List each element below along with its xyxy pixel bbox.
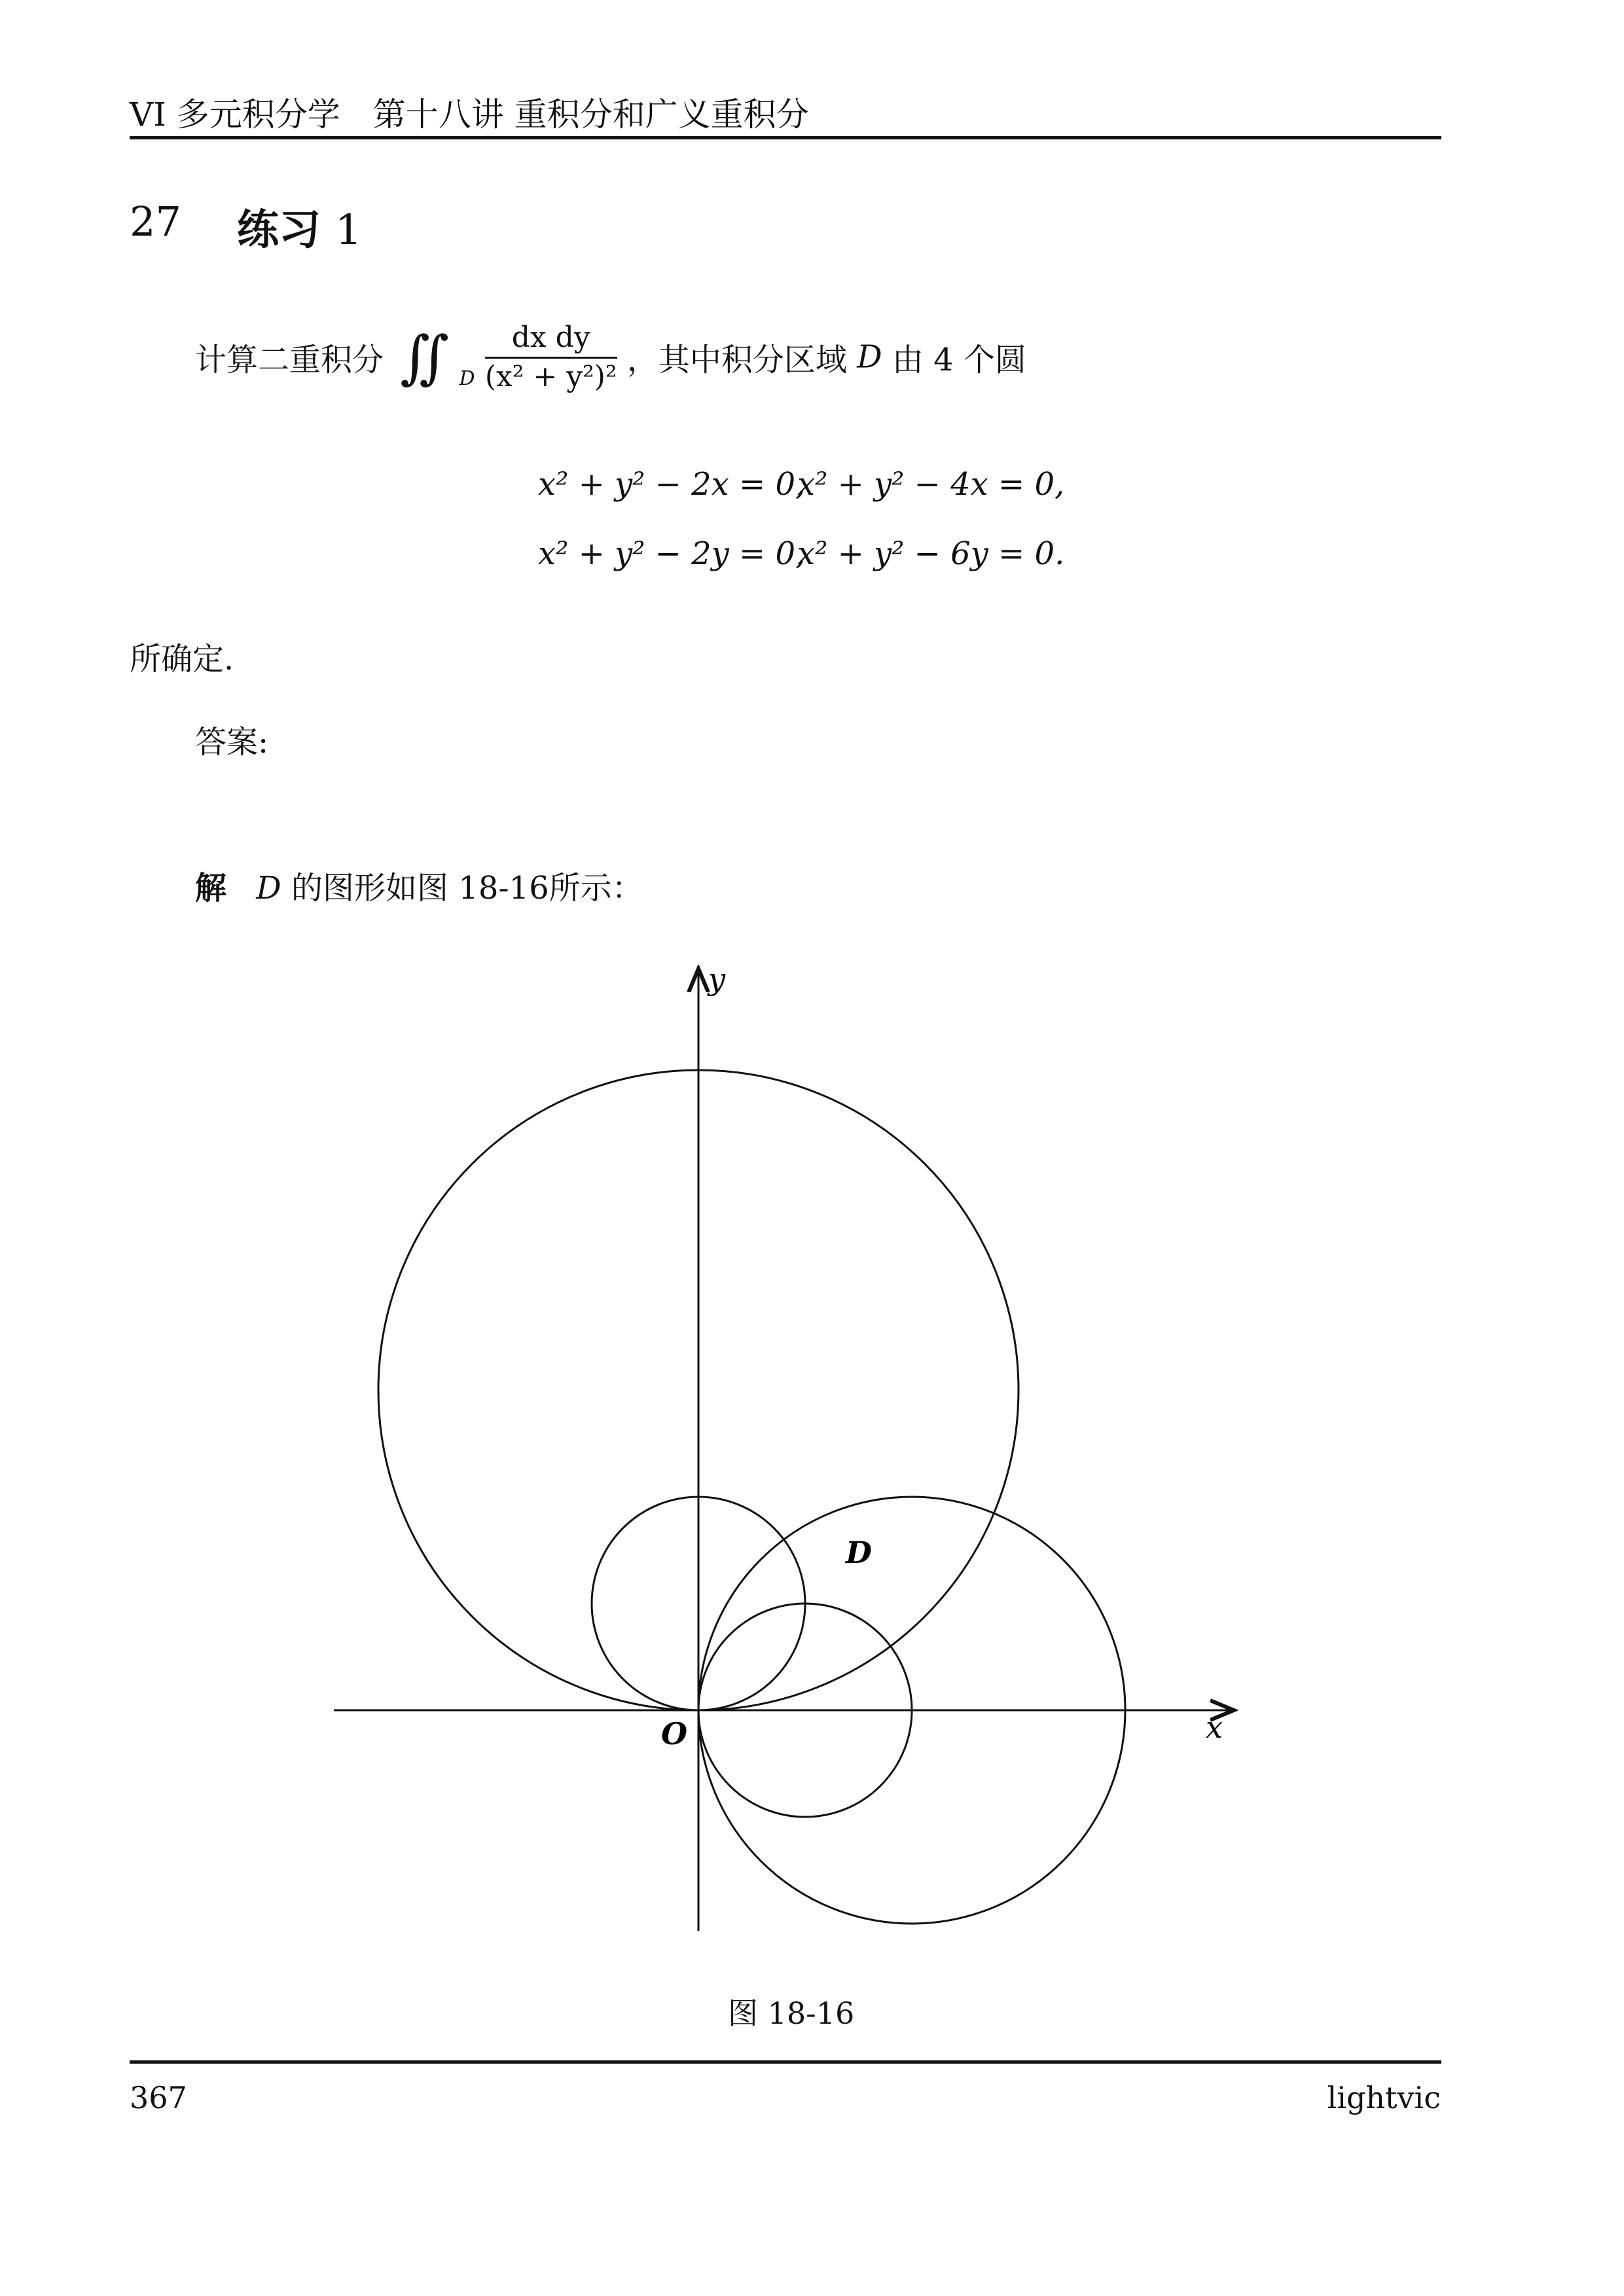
domain-symbol: D	[857, 338, 882, 376]
problem-after: ，其中积分区域	[626, 342, 847, 378]
solution-text: 的图形如图 18-16所示：	[291, 870, 643, 906]
section-title-number: 1	[335, 206, 362, 255]
footer-author: lightvic	[1327, 2080, 1441, 2115]
equation-circle-4: x² + y² − 6y = 0.	[797, 535, 1065, 572]
region-label: D	[846, 1535, 872, 1570]
footer-rule	[130, 2060, 1441, 2064]
page-number: 367	[130, 2080, 187, 2115]
x-axis-label: x	[1206, 1710, 1223, 1745]
equation-circle-3: x² + y² − 2y = 0,	[538, 535, 806, 572]
problem-closing: 所确定.	[130, 641, 234, 677]
answer-label: 答案:	[195, 724, 269, 761]
section-number: 27	[130, 198, 181, 245]
section-title-text: 练习	[237, 206, 321, 255]
integral-domain: D	[459, 367, 475, 390]
solution-domain: D	[256, 870, 281, 906]
problem-intro: 计算二重积分	[195, 342, 384, 378]
problem-after2: 由 4 个圆	[892, 342, 1026, 378]
origin-label: O	[661, 1716, 688, 1751]
y-axis-label: y	[708, 961, 725, 997]
equation-circle-2: x² + y² − 4x = 0,	[797, 466, 1065, 503]
equation-circle-1: x² + y² − 2x = 0,	[538, 466, 806, 503]
fraction-numerator: dx dy	[485, 321, 617, 359]
running-header: VI 多元积分学 第十八讲 重积分和广义重积分	[130, 96, 809, 134]
figure-caption: 图 18-16	[728, 1996, 855, 2031]
solution-label: 解	[195, 870, 227, 906]
fraction-denominator: (x² + y²)²	[484, 360, 617, 393]
double-integral-sign: ∬	[400, 323, 450, 391]
